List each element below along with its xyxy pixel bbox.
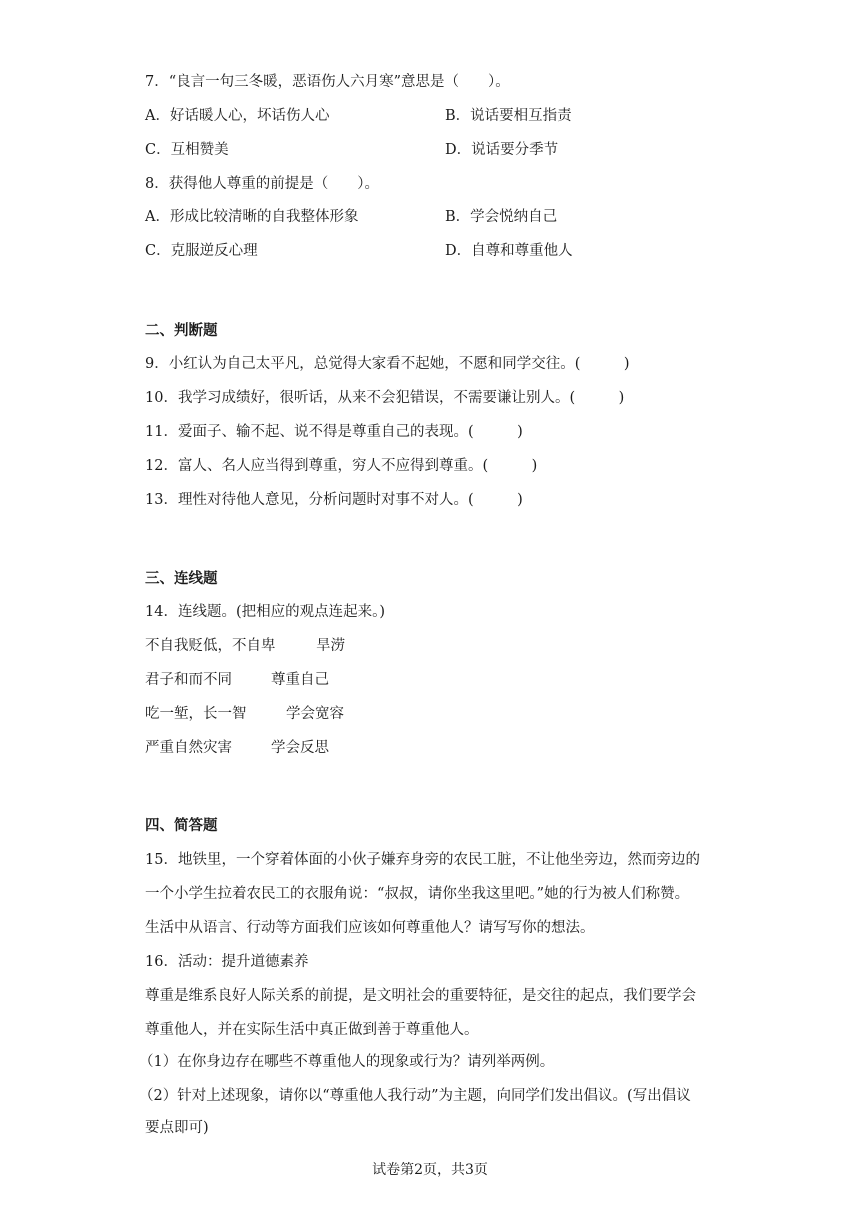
question-8-stem: 8．获得他人尊重的前提是（ ）。: [145, 176, 379, 192]
question-8-option-d: D．自尊和尊重他人: [445, 243, 573, 259]
question-12: 12．富人、名人应当得到尊重，穷人不应得到尊重。( ): [145, 458, 538, 474]
question-16-sub-2: （2）针对上述现象，请你以“尊重他人我行动”为主题，向同学们发出倡议。(写出倡议: [139, 1088, 691, 1104]
page-footer: 试卷第2页，共3页: [372, 1162, 488, 1178]
question-7-stem: 7．“良言一句三冬暖，恶语伤人六月寒”意思是（ ）。: [145, 74, 510, 90]
match-left-2: 君子和而不同: [145, 672, 232, 688]
question-14-stem: 14．连线题。(把相应的观点连起来。): [145, 604, 386, 620]
question-8-option-c: C．克服逆反心理: [145, 243, 258, 259]
match-left-3: 吃一堑，长一智: [145, 706, 247, 722]
question-15-line-2: 一个小学生拉着农民工的衣服角说：“叔叔，请你坐我这里吧。”她的行为被人们称赞。: [145, 886, 690, 902]
question-7-option-d: D．说话要分季节: [445, 142, 559, 158]
question-9: 9．小红认为自己太平凡，总觉得大家看不起她，不愿和同学交往。( ): [145, 356, 630, 372]
question-15-line-1: 15．地铁里，一个穿着体面的小伙子嫌弃身旁的农民工脏，不让他坐旁边，然而旁边的: [145, 852, 700, 868]
match-left-4: 严重自然灾害: [145, 740, 232, 756]
question-16-line-1: 尊重是维系良好人际关系的前提，是文明社会的重要特征，是交往的起点，我们要学会: [145, 988, 696, 1004]
section-2-title: 二、判断题: [145, 323, 218, 339]
question-15-line-3: 生活中从语言、行动等方面我们应该如何尊重他人？请写写你的想法。: [145, 920, 595, 936]
question-16-sub-1: （1）在你身边存在哪些不尊重他人的现象或行为？请列举两例。: [139, 1054, 555, 1070]
question-7-option-b: B．说话要相互指责: [445, 108, 572, 124]
question-7-option-a: A．好话暖人心，坏话伤人心: [145, 108, 330, 124]
section-3-title: 三、连线题: [145, 571, 218, 587]
match-right-1: 旱涝: [316, 638, 345, 654]
match-right-2: 尊重自己: [271, 672, 329, 688]
match-right-3: 学会宽容: [286, 706, 344, 722]
question-8-option-b: B．学会悦纳自己: [445, 209, 558, 225]
match-right-4: 学会反思: [271, 740, 329, 756]
question-7-option-c: C．互相赞美: [145, 142, 229, 158]
match-left-1: 不自我贬低，不自卑: [145, 638, 276, 654]
question-8-option-a: A．形成比较清晰的自我整体形象: [145, 209, 359, 225]
section-4-title: 四、简答题: [145, 818, 218, 834]
question-10: 10．我学习成绩好，很听话，从来不会犯错误，不需要谦让别人。( ): [145, 390, 625, 406]
question-11: 11．爱面子、输不起、说不得是尊重自己的表现。( ): [145, 424, 523, 440]
question-16-title: 16．活动：提升道德素养: [145, 954, 309, 970]
question-16-sub-2-cont: 要点即可): [145, 1120, 209, 1136]
question-13: 13．理性对待他人意见，分析问题时对事不对人。( ): [145, 492, 523, 508]
question-16-line-2: 尊重他人，并在实际生活中真正做到善于尊重他人。: [145, 1022, 479, 1038]
